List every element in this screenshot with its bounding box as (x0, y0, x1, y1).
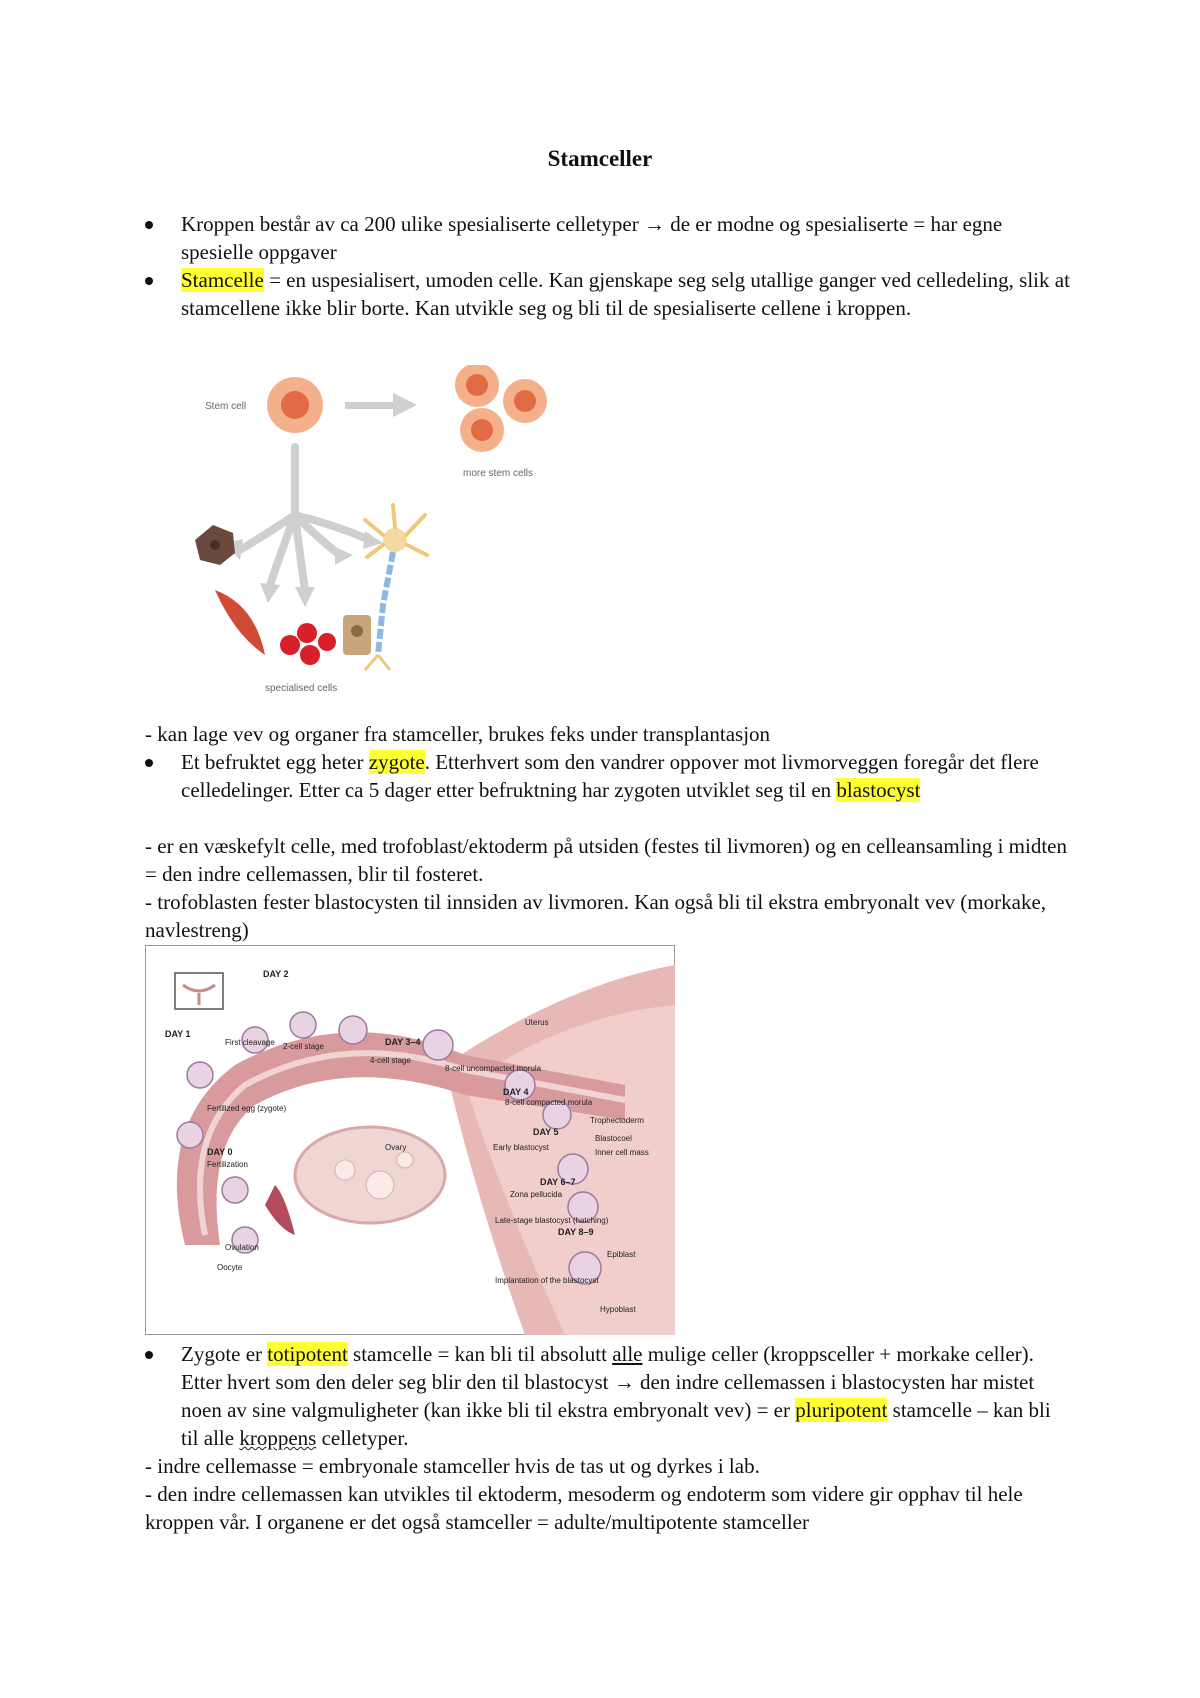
spellcheck-word: kroppens (239, 1426, 317, 1450)
stem-cell-diagram (195, 365, 565, 705)
underlined-word: alle (612, 1342, 643, 1366)
label-fertilized: Fertilized egg (zygote) (207, 1104, 287, 1113)
fertilization-diagram (145, 945, 675, 1335)
label-day67: DAY 6–7 (540, 1177, 576, 1187)
label-stem-cell: Stem cell (205, 401, 247, 412)
label-blastocoel: Blastocoel (595, 1134, 632, 1143)
bullet-dot (145, 1351, 153, 1359)
arrow-right-icon: → (613, 1370, 635, 1394)
label-first-cleavage: First cleavage (225, 1038, 275, 1047)
label-day0: DAY 0 (207, 1147, 233, 1157)
label-day89: DAY 8–9 (558, 1227, 594, 1237)
label-ovulation: Ovulation (225, 1243, 259, 1252)
label-two-cell: 2-cell stage (283, 1042, 324, 1051)
arrow-right-icon (393, 393, 417, 417)
highlight-term: zygote (368, 750, 425, 774)
label-trophectoderm: Trophectoderm (590, 1116, 644, 1125)
label-day2: DAY 2 (263, 969, 289, 979)
label-specialised-cells: specialised cells (265, 683, 338, 694)
label-early-blastocyst: Early blastocyst (493, 1143, 550, 1152)
bullet-text: Et befruktet egg heter zygote. Etterhvert som den vandrer oppover mot livmorveggen foregår det flere celledelinger. Etter ca 5 dager etter befruktning har zygoten utviklet seg til en blastocyst (181, 750, 1039, 802)
paragraph-2: - er en væskefylt celle, med trofoblast/ektoderm på utsiden (festes til livmoren) og en celleansamling i midten = den indre cellemassen, blir til fosteret. (145, 834, 1067, 886)
bullet-text: Stamcelle = en uspesialisert, umoden celle. Kan gjenskape seg selg utallige ganger ved celledeling, slik at stamcellene ikke blir borte. Kan utvikle seg og bli til de spesialiserte cellene i kroppen. (181, 268, 1070, 320)
bullet-dot (145, 759, 153, 767)
label-uterus: Uterus (525, 1018, 549, 1027)
arrow-right-icon: → (643, 212, 665, 236)
bullet-text: Zygote er totipotent stamcelle = kan bli til absolutt alle mulige celler (kroppsceller + morkake celler). Etter hvert som den deler seg blir den til blastocyst → den indre cellemassen i blastocysten har mistet noen av sine valgmuligheter (kan ikke bli til ekstra embryonalt vev) = er pluripotent stamcelle – kan bli til alle kroppens celletyper. (181, 1342, 1051, 1450)
bullet-item-2 (145, 266, 1070, 322)
label-epiblast: Epiblast (607, 1250, 636, 1259)
label-oocyte: Oocyte (217, 1263, 243, 1272)
label-four-cell: 4-cell stage (370, 1056, 411, 1065)
paragraph-1: - kan lage vev og organer fra stamceller, brukes feks under transplantasjon (145, 722, 771, 746)
bullet-item-3 (145, 748, 1070, 804)
red-blood-cells-icon (280, 623, 336, 665)
paragraph-3: - trofoblasten fester blastocysten til innsiden av livmoren. Kan også bli til ekstra embryonalt vev (morkake, navlestreng) (145, 890, 1047, 942)
page-title: Stamceller (547, 146, 653, 171)
label-hypoblast: Hypoblast (600, 1305, 636, 1314)
label-inner-mass: Inner cell mass (595, 1148, 649, 1157)
label-uncompacted: 8-cell uncompacted morula (445, 1064, 542, 1073)
highlight-term: Stamcelle (181, 268, 264, 292)
bullet-item-1 (145, 210, 1070, 266)
label-day5: DAY 5 (533, 1127, 559, 1137)
label-day4: DAY 4 (503, 1087, 529, 1097)
label-implantation: Implantation of the blastocyst (495, 1276, 599, 1285)
bullet-text: Kroppen består av ca 200 ulike spesialiserte celletyper → de er modne og spesialiserte = har egne spesielle oppgaver (181, 212, 1003, 264)
label-compacted: 8-cell compacted morula (505, 1098, 593, 1107)
nerve-cell-icon (365, 505, 427, 670)
more-stem-cells-icon (455, 365, 547, 452)
paragraph-5: - den indre cellemassen kan utvikles til ektoderm, mesoderm og endoterm som videre gir opphav til hele kroppen vår. I organene er det også stamceller = adulte/multipotente stamceller (145, 1482, 1023, 1534)
label-ovary: Ovary (385, 1143, 407, 1152)
bullet-item-4 (145, 1340, 1070, 1452)
label-zona: Zona pellucida (510, 1190, 563, 1199)
highlight-term: blastocyst (836, 778, 921, 802)
label-day1: DAY 1 (165, 1029, 191, 1039)
muscle-cell-icon (215, 590, 265, 655)
label-fertilization: Fertilization (207, 1160, 248, 1169)
bullet-dot (145, 221, 153, 229)
label-more-stem-cells: more stem cells (463, 468, 534, 479)
highlight-term: totipotent (267, 1342, 348, 1366)
label-day34: DAY 3–4 (385, 1037, 421, 1047)
highlight-term: pluripotent (795, 1398, 888, 1422)
paragraph-4: - indre cellemasse = embryonale stamceller hvis de tas ut og dyrkes i lab. (145, 1454, 760, 1478)
bullet-dot (145, 277, 153, 285)
label-late-blastocyst: Late-stage blastocyst (hatching) (495, 1216, 609, 1225)
